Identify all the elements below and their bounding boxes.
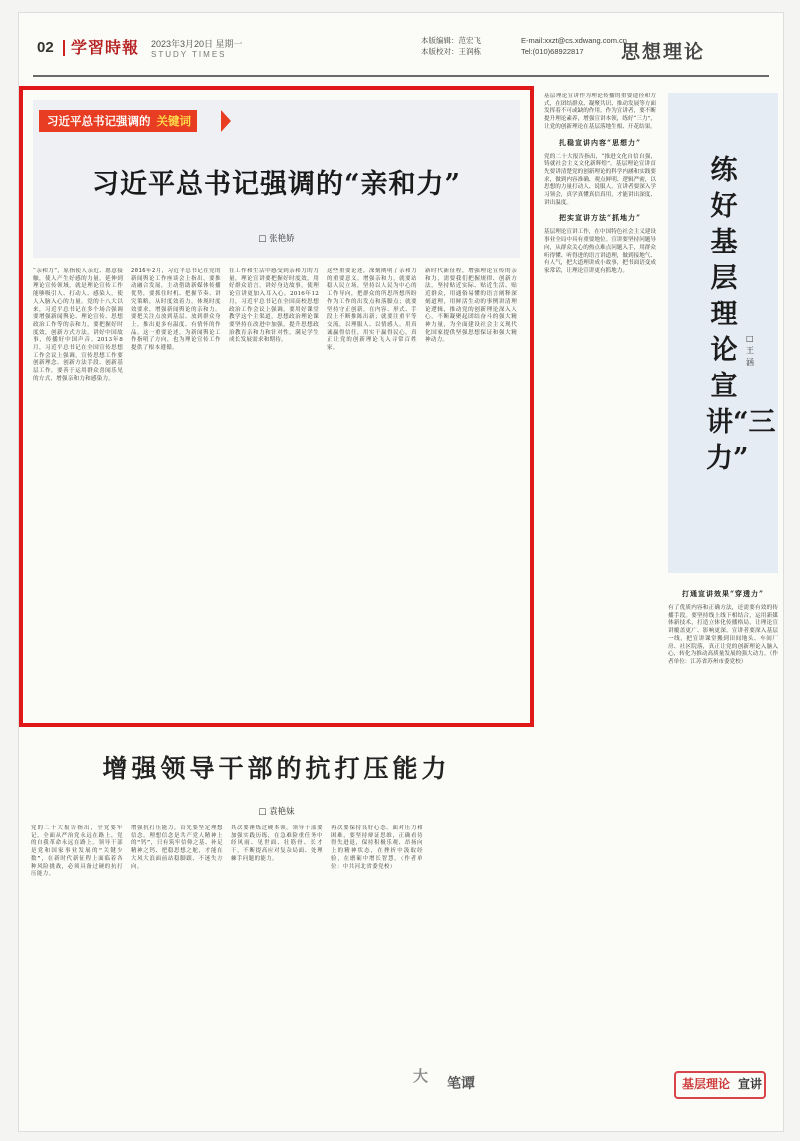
header-divider — [63, 40, 65, 56]
lead-column-2 — [131, 268, 221, 708]
right-article-byline: □ 王 涵 — [746, 334, 754, 367]
second-column-4-text: 再次要保持良好心态。面对压力和困难，要坚持辩证思维，正确看待得失进退，保持积极乐观、昂扬向上的精神状态，在挫折中汲取经验，在磨砺中增长智慧。（作者单位：中共河北省委党校） — [331, 825, 423, 870]
contact-phone: Tel:(010)68922817 — [521, 47, 584, 56]
second-column-1-text: 党的二十大报告指出，全党要牢记，全面从严治党永远在路上，党的自我革命永远在路上。领导干部是党和国家事业发展的“关键少数”，在新时代新征程上面临着各种风险挑战，必须具备过硬的抗打压能力。 — [31, 825, 123, 878]
lead-column-3-text: 在工作和生活中感受到亲和力的力量，理论宣讲要把握好时度效，用好群众语言，讲好身边故事，使理论宣讲更加入耳入心。2016年12月，习近平总书记在全国高校思想政治工作会议上强调，要用好课堂教学这个主渠道，思想政治理论课要坚持在改进中加强，提升思想政治教育亲和力和针对性，满足学生成长发展需求和期待。 — [229, 268, 319, 344]
right-article-title-panel — [668, 93, 778, 573]
masthead-logo: 学習時報 — [71, 38, 140, 57]
keyword-banner-text: 习近平总书记强调的 — [47, 114, 151, 128]
right-subhead-1: 扎稳宣讲内容“思想力” — [558, 137, 642, 147]
right-article-intro: 基层理论宣讲作为理论传播的重要途径和方式，在团结群众、凝聚共识、推动发展等方面发挥着不可或缺的作用。作为宣讲者，要不断提升理论素养，增强宣讲本领，练好“三力”，让党的创新理论在基层落地生根、开花结果。 — [544, 93, 656, 130]
second-column-3-text: 其次要锤炼过硬本领。领导干部要加强实践历练，在急难险重任务中经风雨、见世面、壮筋骨、长才干，不断提高应对复杂局面、处理棘手问题的能力。 — [231, 825, 323, 862]
masthead-english: STUDY TIMES — [151, 50, 227, 59]
keyword-banner — [39, 110, 197, 132]
editor-line: 本版编辑：范宏飞 — [421, 36, 481, 45]
lead-column-5 — [425, 268, 517, 708]
contact-email[interactable]: E-mail:xxzt@cs.xdwang.com.cn — [521, 36, 627, 45]
right-para-3: 有了优质内容和正确方法，还需要有效的传播手段。要坚持线上线下相结合，运用新媒体新技术，打造立体化传播格局，让理论宣讲覆盖更广、影响更深。宣讲者要深入基层一线，把宣讲课堂搬到田间地头、车间厂房、社区院落，真正让党的创新理论入脑入心，转化为推动高质量发展的强大动力。（作者单位：江苏省苏州市委党校） — [668, 605, 778, 665]
right-para-1: 党的二十大报告指出，“推进文化自信自强，铸就社会主义文化新辉煌”。基层理论宣讲首先要讲清楚党的创新理论的科学内涵和实践要求，做到内容准确、观点鲜明、逻辑严密，以思想的力量打动人、说服人。宣讲者要深入学习领会，真学真懂真信真用，才能讲出深度、讲出温度。 — [544, 153, 656, 206]
lead-article-head — [33, 100, 520, 258]
lead-column-5-text: 新时代新征程，增强理论宣传的亲和力，需要我们把握规律、创新方法，坚持贴近实际、贴近生活、贴近群众，用通俗易懂的语言阐释深刻道理，用鲜活生动的事例讲清理论逻辑，推动党的创新理论深入人心，不断凝聚起团结奋斗的强大精神力量，为全面建设社会主义现代化国家提供坚强思想保证和强大精神动力。 — [425, 268, 517, 344]
lead-article-title[interactable]: 习近平总书记强调的“亲和力” — [91, 169, 462, 200]
second-column-2 — [131, 825, 223, 1125]
logo-label: 基层理论 — [682, 1077, 731, 1091]
lead-column-3 — [229, 268, 319, 708]
section-title: 思想理论 — [621, 41, 706, 63]
newspaper-page — [18, 12, 784, 1132]
page-number: 02 — [37, 39, 54, 56]
lead-column-4-text: 这些重要论述，深刻阐明了亲和力的重要意义。增强亲和力，就要站稳人民立场，坚持以人民为中心的工作导向，把群众的所思所想所盼作为工作的出发点和落脚点；就要坚持守正创新，在内容、形式、手段上不断推陈出新；就要注重平等交流，以理服人、以情感人，用真诚赢得信任，用实干赢得民心，真正让党的创新理论飞入寻常百姓家。 — [327, 268, 417, 352]
second-column-1 — [31, 825, 123, 1125]
column-logo-text: 笔谭 — [447, 1076, 475, 1092]
right-para-2: 基层理论宣讲工作，在中国特色社会主义建设事业全局中具有重要地位。宣讲要坚持问题导向，从群众关心的热点难点问题入手，用群众听得懂、听得进的语言讲道理，做到接地气、有人气，把大道理讲成小故事，把书面语变成家常话，让理论宣讲更有抓地力。 — [544, 229, 656, 274]
right-article-column — [544, 93, 656, 1123]
lead-article-byline: □ 张艳娇 — [258, 234, 295, 244]
lead-article-body — [33, 268, 520, 708]
contact-info — [521, 35, 627, 57]
editor-info — [421, 35, 481, 57]
right-subhead-3: 打通宣讲效果“穿透力” — [681, 589, 765, 598]
second-article-byline: □ 袁艳妹 — [258, 807, 295, 817]
lead-column-1 — [33, 268, 123, 708]
second-column-3 — [231, 825, 323, 1125]
keyword-highlight: 关键词 — [156, 114, 191, 128]
banner-arrow-icon — [221, 110, 231, 132]
issue-date: 2023年3月20日 星期一 — [151, 39, 243, 49]
lead-article-highlight[interactable] — [19, 86, 534, 727]
right-article-title[interactable]: 练好基层理论宣讲“三力” — [706, 155, 776, 474]
second-article-title[interactable]: 增强领导干部的抗打压能力 — [102, 754, 451, 783]
header-rule — [33, 75, 769, 77]
lead-column-4 — [327, 268, 417, 708]
grassroots-lecture-logo — [668, 1065, 778, 1105]
lead-column-1-text: “亲和力”，原指使人亲近、愿意接触，使人产生好感的力量。延伸到理论宣传领域，就是理论宣传工作能够吸引人、打动人、感染人，使人入脑入心的力量。党的十八大以来，习近平总书记在多个场合强调要增强新闻舆论、理论宣传、思想政治工作等的亲和力，要把握好时度效，创新方式方法，讲好中国故事，传播好中国声音。2013年8月，习近平总书记在全国宣传思想工作会议上强调，宣传思想工作要创新理念、创新方法手段、创新基层工作，要善于运用群众喜闻乐见的方式，增强亲和力和感染力。 — [33, 268, 123, 382]
logo-label-2: 宣讲 — [738, 1077, 763, 1091]
lead-column-2-text: 2016年2月，习近平总书记在党的新闻舆论工作座谈会上指出，要推动融合发展，主动借助新媒体传播优势，要抓住时机、把握节奏、讲究策略，从时度效着力，体现时度效要求，增强新闻舆论的亲和力。要把关注点放到基层、放到群众身上，推出更多有温度、有情怀的作品。这一重要论述，为新闻舆论工作指明了方向，也为理论宣传工作提供了根本遵循。 — [131, 268, 221, 352]
proofreader-line: 本版校对：王润栋 — [421, 47, 481, 56]
column-logo-bitan — [409, 1061, 519, 1101]
second-column-2-text: 增强抗打压能力，首先要坚定理想信念。理想信念是共产党人精神上的“钙”，只有筑牢信仰之基、补足精神之钙、把稳思想之舵，才能在大风大浪面前站稳脚跟、不迷失方向。 — [131, 825, 223, 870]
page-header — [19, 13, 783, 75]
second-column-4 — [331, 825, 423, 1055]
right-subhead-2: 把实宣讲方法“抓地力” — [558, 213, 642, 223]
right-article-column-2 — [668, 583, 778, 1123]
column-logo-big-char: 大 — [413, 1067, 429, 1085]
